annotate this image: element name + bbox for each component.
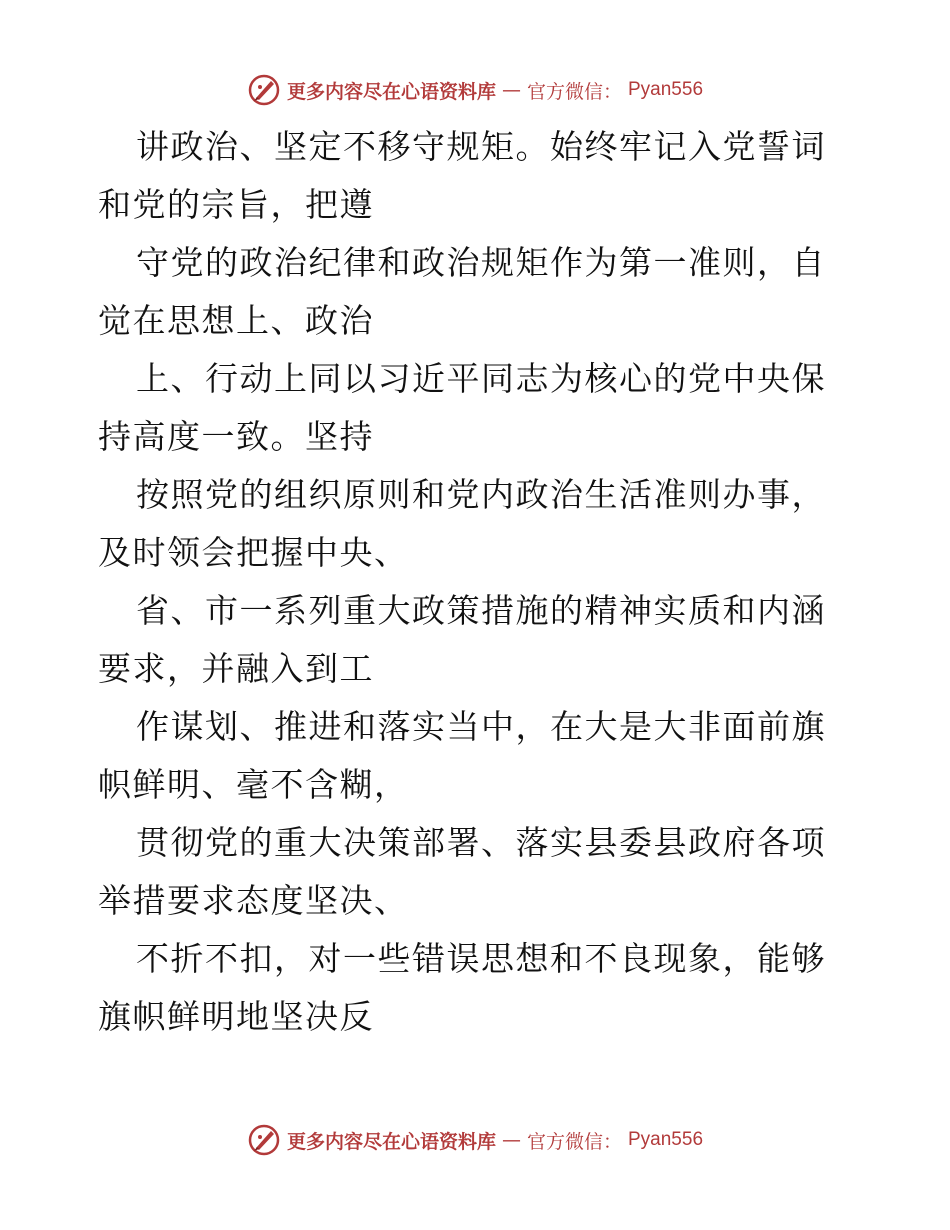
paragraph-6: 作谋划、推进和落实当中，在大是大非面前旗帜鲜明、毫不含糊，	[98, 707, 826, 804]
quill-pen-logo-icon	[247, 1123, 281, 1157]
footer-brand-text: 更多内容尽在心语资料库	[286, 1130, 496, 1153]
footer-wechat-id: Pyan556	[628, 1129, 704, 1150]
footer-banner	[0, 1120, 950, 1160]
paragraph-5: 省、市一系列重大政策措施的精神实质和内涵要求，并融入到工	[98, 591, 826, 688]
footer-dash: —	[501, 1129, 521, 1151]
header-banner	[0, 70, 950, 110]
paragraph-2: 守党的政治纪律和政治规矩作为第一准则，自觉在思想上、政治	[98, 243, 826, 340]
header-official-label: 官方微信：	[526, 80, 622, 103]
document-body	[98, 118, 858, 1046]
quill-pen-logo-icon	[247, 73, 281, 107]
paragraph-8: 不折不扣，对一些错误思想和不良现象，能够旗帜鲜明地坚决反	[98, 939, 826, 1036]
paragraph-4: 按照党的组织原则和党内政治生活准则办事，及时领会把握中央、	[98, 475, 826, 572]
footer-official-label: 官方微信：	[526, 1130, 622, 1153]
header-dash: —	[501, 79, 521, 101]
paragraph-1: 讲政治、坚定不移守规矩。始终牢记入党誓词和党的宗旨，把遵	[98, 127, 826, 224]
header-brand-text: 更多内容尽在心语资料库	[286, 80, 496, 103]
header-wechat-id: Pyan556	[628, 79, 704, 100]
paragraph-7: 贯彻党的重大决策部署、落实县委县政府各项举措要求态度坚决、	[98, 823, 826, 920]
paragraph-3: 上、行动上同以习近平同志为核心的党中央保持高度一致。坚持	[98, 359, 826, 456]
